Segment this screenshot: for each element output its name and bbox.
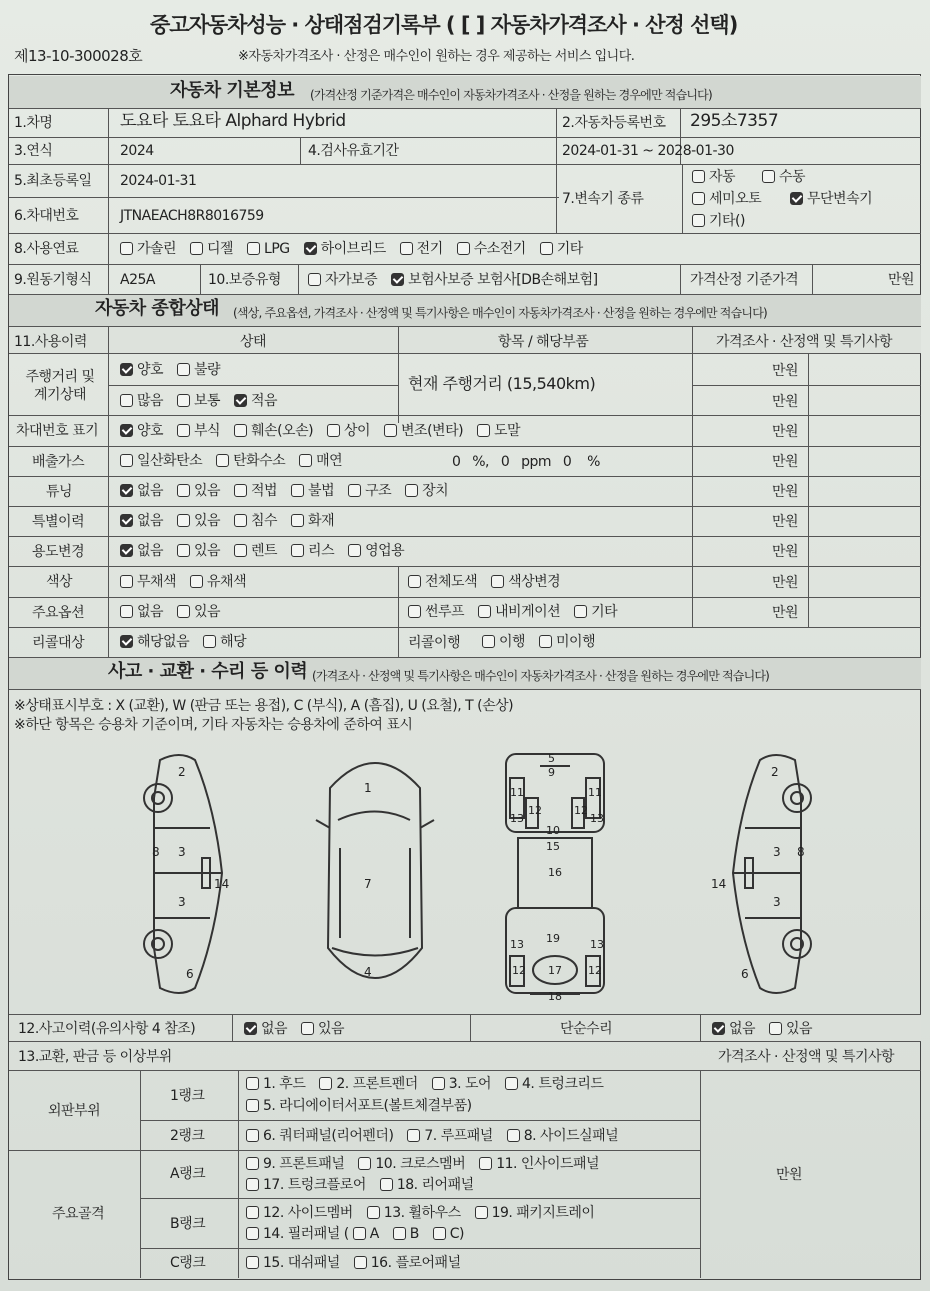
parts-price-label: 가격조사 · 산정액 및 특기사항: [718, 1049, 895, 1065]
fuel-opt-other[interactable]: 기타: [540, 241, 583, 257]
vinmark-opt-smeared[interactable]: 도말: [477, 423, 520, 439]
checkbox-icon: [234, 544, 247, 557]
parts-label: 13.교환, 판금 등 이상부위: [18, 1049, 172, 1065]
recall-exec-opt-done[interactable]: 이행: [482, 634, 525, 650]
part-6-label: 6: [741, 967, 749, 981]
part-door[interactable]: 3. 도어: [432, 1076, 491, 1092]
inspection-period-value: 2024-01-31 ~ 2028-01-30: [562, 143, 734, 159]
options-opt-none[interactable]: 없음: [120, 604, 163, 620]
mileage-opt-low[interactable]: 적음: [234, 393, 277, 409]
checkbox-icon: [246, 1157, 259, 1170]
checkbox-icon: [482, 635, 495, 648]
checked-checkbox-icon: [120, 424, 133, 437]
won-special: 만원: [772, 514, 799, 530]
checkbox-icon: [769, 1022, 782, 1035]
part-quarter-panel[interactable]: 6. 쿼터패널(리어펜더): [246, 1128, 393, 1144]
base-price-unit: 만원: [888, 272, 915, 288]
part-3-label: 3: [773, 895, 781, 909]
fuel-opt-lpg[interactable]: LPG: [247, 241, 290, 257]
checkbox-icon: [246, 1206, 259, 1219]
checkbox-icon: [177, 394, 190, 407]
accident-note: (가격조사 · 산정액 및 특기사항은 매수인이 자동차가격조사 · 산정을 원하는 경우에만 적습니다): [312, 669, 770, 683]
won-mileage-2: 만원: [772, 394, 799, 410]
won-vinmark: 만원: [772, 424, 799, 440]
part-inside-panel[interactable]: 11. 인사이드패널: [479, 1156, 599, 1172]
checked-checkbox-icon: [120, 363, 133, 376]
part-13-label: 13: [590, 938, 604, 951]
recall-opt-na[interactable]: 해당없음: [120, 634, 189, 650]
part-side-member[interactable]: 12. 사이드멤버: [246, 1205, 353, 1221]
checkbox-icon: [400, 242, 413, 255]
checkbox-icon: [507, 1129, 520, 1142]
first-reg-value: 2024-01-31: [120, 173, 197, 189]
checkbox-icon: [692, 192, 705, 205]
recall-label: 리콜대상: [32, 635, 85, 651]
col-usage: 11.사용이력: [14, 334, 87, 350]
part-dash-panel[interactable]: 15. 대쉬패널: [246, 1255, 340, 1271]
col-price: 가격조사 · 산정액 및 특기사항: [716, 334, 893, 350]
tuning-opt-structure[interactable]: 구조: [348, 483, 391, 499]
checkbox-icon: [432, 1077, 445, 1090]
checkbox-icon: [120, 605, 133, 618]
checkbox-icon: [247, 242, 260, 255]
service-notice: ※자동차가격조사 · 산정은 매수인이 원하는 경우 제공하는 서비스 입니다.: [238, 49, 635, 64]
checkbox-icon: [234, 514, 247, 527]
part-front-fender[interactable]: 2. 프론트펜더: [319, 1076, 417, 1092]
checkbox-icon: [353, 1227, 366, 1240]
checkbox-icon: [319, 1077, 332, 1090]
reg-no-value: 295소7357: [690, 111, 779, 131]
checkbox-icon: [393, 1227, 406, 1240]
checkbox-icon: [457, 242, 470, 255]
special-opt-fire[interactable]: 화재: [291, 513, 334, 529]
recall-opt-applicable[interactable]: 해당: [203, 634, 246, 650]
part-14-label: 14: [214, 877, 230, 891]
rank-a: A랭크: [170, 1166, 206, 1182]
transmission-label: 7.변속기 종류: [562, 191, 644, 207]
purpose-opt-yes[interactable]: 있음: [177, 543, 220, 559]
warranty-opt-self[interactable]: 자가보증: [308, 272, 377, 288]
year-label: 3.연식: [14, 143, 53, 159]
won-emission: 만원: [772, 454, 799, 470]
checkbox-icon: [433, 1227, 446, 1240]
trans-opt-cvt[interactable]: 무단변속기: [790, 190, 872, 208]
rank-1: 1랭크: [170, 1088, 205, 1104]
checked-checkbox-icon: [304, 242, 317, 255]
main-options-label: 주요옵션: [32, 605, 85, 621]
engine-label: 9.원동기형식: [14, 272, 92, 288]
checkbox-icon: [539, 635, 552, 648]
checkbox-icon: [177, 605, 190, 618]
purpose-opt-none[interactable]: 없음: [120, 543, 163, 559]
checkbox-icon: [234, 484, 247, 497]
checkbox-icon: [475, 1206, 488, 1219]
special-opt-none[interactable]: 없음: [120, 513, 163, 529]
part-rear-panel[interactable]: 18. 리어패널: [380, 1177, 474, 1193]
basic-info-header: 자동차 기본정보: [170, 80, 294, 101]
checkbox-icon: [692, 170, 705, 183]
pillar-b[interactable]: B: [393, 1226, 419, 1242]
part-8-label: 8: [152, 845, 160, 859]
fuel-opt-diesel[interactable]: 디젤: [190, 241, 233, 257]
checkbox-icon: [574, 605, 587, 618]
fuel-opt-hybrid[interactable]: 하이브리드: [304, 241, 386, 257]
fuel-opt-hydrogen[interactable]: 수소전기: [457, 241, 526, 257]
emission-opt-co[interactable]: 일산화탄소: [120, 453, 202, 469]
part-9-label: 9: [548, 766, 555, 779]
part-12-label: 12: [574, 804, 588, 817]
status-note: (색상, 주요옵션, 가격조사 · 산정액 및 특기사항은 매수인이 자동차가격조사 · 산정을 원하는 경우에만 적습니다): [233, 306, 767, 320]
purpose-opt-rent[interactable]: 렌트: [234, 543, 277, 559]
warranty-label: 10.보증유형: [208, 272, 281, 288]
checkbox-icon: [408, 605, 421, 618]
warranty-options: [308, 271, 608, 289]
part-2-label: 2: [771, 765, 779, 779]
options-opt-other[interactable]: 기타: [574, 604, 617, 620]
checkbox-icon: [380, 1178, 393, 1191]
purpose-opt-commercial[interactable]: 영업용: [348, 543, 404, 559]
fuel-opt-gasoline[interactable]: 가솔린: [120, 241, 176, 257]
part-trunk-floor[interactable]: 17. 트렁크플로어: [246, 1177, 366, 1193]
checkbox-icon: [246, 1077, 259, 1090]
part-side-sill[interactable]: 8. 사이드실패널: [507, 1128, 618, 1144]
car-side-right-diagram: [705, 748, 815, 1003]
checkbox-icon: [308, 273, 321, 286]
checkbox-icon: [291, 484, 304, 497]
part-4-label: 4: [364, 965, 372, 979]
main-frame-label: 주요골격: [52, 1206, 105, 1222]
checkbox-icon: [327, 424, 340, 437]
checkbox-icon[interactable]: [246, 1227, 259, 1240]
document-number: 제13-10-300028호: [14, 47, 143, 65]
trans-opt-semi[interactable]: 세미오토: [692, 190, 761, 208]
checkbox-icon: [479, 1157, 492, 1170]
checked-checkbox-icon: [244, 1022, 257, 1035]
checkbox-icon: [367, 1206, 380, 1219]
col-item: 항목 / 해당부품: [498, 334, 589, 350]
vin-mark-label: 차대번호 표기: [16, 423, 99, 439]
part-16-label: 16: [548, 866, 562, 879]
checkbox-icon: [354, 1256, 367, 1269]
tuning-opt-yes[interactable]: 있음: [177, 483, 220, 499]
purpose-opt-lease[interactable]: 리스: [291, 543, 334, 559]
fuel-options: [120, 240, 593, 258]
checkbox-icon: [384, 424, 397, 437]
part-floor-panel[interactable]: 16. 플로어패널: [354, 1255, 461, 1271]
purpose-change-label: 용도변경: [32, 544, 85, 560]
accident-header: 사고 · 교환 · 수리 등 이력: [108, 661, 308, 682]
part-15-label: 15: [546, 840, 560, 853]
part-wheel-house[interactable]: 13. 휠하우스: [367, 1205, 461, 1221]
checkbox-icon: [120, 394, 133, 407]
checkbox-icon: [177, 484, 190, 497]
engine-value: A25A: [120, 272, 155, 288]
mileage-opt-good[interactable]: 양호: [120, 362, 163, 378]
checkbox-icon: [120, 242, 133, 255]
checkbox-icon: [177, 544, 190, 557]
won-tuning: 만원: [772, 484, 799, 500]
part-1-label: 1: [364, 781, 372, 795]
color-opt-full-paint[interactable]: 전체도색: [408, 574, 477, 590]
color-opt-achromatic[interactable]: 무채색: [120, 574, 176, 590]
checkbox-icon: [190, 575, 203, 588]
accident-opt-none[interactable]: 없음: [244, 1021, 287, 1037]
checked-checkbox-icon: [120, 484, 133, 497]
part-11-label: 11: [510, 786, 524, 799]
part-18-label: 18: [548, 990, 562, 1003]
tuning-opt-legal[interactable]: 적법: [234, 483, 277, 499]
won-parts: 만원: [776, 1167, 803, 1183]
tuning-opt-illegal[interactable]: 불법: [291, 483, 334, 499]
simple-repair-label: 단순수리: [560, 1021, 613, 1037]
part-14-label: 14: [711, 877, 727, 891]
legend-codes: ※상태표시부호 : X (교환), W (판금 또는 용접), C (부식), A (흠집), U (요철), T (손상): [14, 698, 514, 714]
checkbox-icon: [477, 424, 490, 437]
accident-opt-yes[interactable]: 있음: [301, 1021, 344, 1037]
options-opt-sunroof[interactable]: 썬루프: [408, 604, 464, 620]
part-13-label: 13: [510, 812, 524, 825]
emission-opt-smoke[interactable]: 매연: [299, 453, 342, 469]
checkbox-icon: [358, 1157, 371, 1170]
part-12-label: 12: [512, 964, 526, 977]
special-opt-yes[interactable]: 있음: [177, 513, 220, 529]
vinmark-opt-corrosion[interactable]: 부식: [177, 423, 220, 439]
rank-b: B랭크: [170, 1216, 206, 1232]
checkbox-icon: [407, 1129, 420, 1142]
checkbox-icon: [291, 514, 304, 527]
car-name-value: 도요타 토요타 Alphard Hybrid: [120, 111, 346, 131]
emission-opt-hc[interactable]: 탄화수소: [216, 453, 285, 469]
part-cross-member[interactable]: 10. 크로스멤버: [358, 1156, 465, 1172]
checkbox-icon: [291, 544, 304, 557]
car-frame-diagram: [500, 748, 610, 1003]
checked-checkbox-icon: [120, 514, 133, 527]
inspection-period-label: 4.검사유효기간: [308, 143, 399, 159]
color-opt-color-change[interactable]: 색상변경: [491, 574, 560, 590]
mileage-label: 주행거리 및 계기상태: [25, 369, 95, 403]
checkbox-icon: [216, 454, 229, 467]
part-package-tray[interactable]: 19. 패키지트레이: [475, 1205, 595, 1221]
pillar-panel-label: 14. 필러패널 (: [263, 1226, 349, 1242]
checked-checkbox-icon: [391, 273, 404, 286]
mileage-opt-many[interactable]: 많음: [120, 393, 163, 409]
part-3-label: 3: [773, 845, 781, 859]
tuning-label: 튜닝: [46, 484, 73, 500]
checkbox-icon: [177, 424, 190, 437]
checkbox-icon: [301, 1022, 314, 1035]
trans-opt-other[interactable]: 기타(): [692, 212, 745, 230]
checked-checkbox-icon: [234, 394, 247, 407]
won-color: 만원: [772, 575, 799, 591]
part-roof-panel[interactable]: 7. 루프패널: [407, 1128, 492, 1144]
car-side-left-diagram: [140, 748, 250, 1003]
checked-checkbox-icon: [790, 192, 803, 205]
part-11-label: 11: [588, 786, 602, 799]
color-opt-chromatic[interactable]: 유채색: [190, 574, 246, 590]
checkbox-icon: [246, 1099, 259, 1112]
simple-opt-none[interactable]: 없음: [712, 1021, 755, 1037]
legend-note: ※하단 항목은 승용차 기준이며, 기타 자동차는 승용차에 준하여 표시: [14, 717, 413, 733]
checkbox-icon: [762, 170, 775, 183]
special-opt-flood[interactable]: 침수: [234, 513, 277, 529]
pillar-c[interactable]: C): [433, 1226, 464, 1242]
checked-checkbox-icon: [712, 1022, 725, 1035]
col-state: 상태: [240, 334, 267, 350]
current-mileage: 현재 주행거리 (15,540km): [408, 374, 596, 393]
part-12-label: 12: [528, 804, 542, 817]
checkbox-icon: [246, 1178, 259, 1191]
checkbox-icon: [246, 1129, 259, 1142]
checkbox-icon: [348, 484, 361, 497]
part-front-panel[interactable]: 9. 프론트패널: [246, 1156, 344, 1172]
options-opt-navigation[interactable]: 내비게이션: [478, 604, 560, 620]
outer-panel-label: 외판부위: [48, 1103, 101, 1119]
part-3-label: 3: [178, 845, 186, 859]
vinmark-opt-good[interactable]: 양호: [120, 423, 163, 439]
part-5-label: 5: [548, 752, 555, 765]
won-mileage-1: 만원: [772, 363, 799, 379]
part-12-label: 12: [588, 964, 602, 977]
checkbox-icon: [177, 514, 190, 527]
part-13-label: 13: [590, 812, 604, 825]
rank-2: 2랭크: [170, 1128, 205, 1144]
simple-opt-yes[interactable]: 있음: [769, 1021, 812, 1037]
vin-value: JTNAEACH8R8016759: [120, 208, 264, 224]
fuel-label: 8.사용연료: [14, 241, 79, 257]
vin-label: 6.차대번호: [14, 208, 79, 224]
part-7-label: 7: [364, 877, 372, 891]
part-8-label: 8: [797, 845, 805, 859]
checkbox-icon: [120, 454, 133, 467]
part-19-label: 19: [546, 932, 560, 945]
basic-info-note: (가격산정 기준가격은 매수인이 자동차가격조사 · 산정을 원하는 경우에만 적습니다): [310, 88, 712, 102]
part-13-label: 13: [510, 938, 524, 951]
checked-checkbox-icon: [120, 635, 133, 648]
year-value: 2024: [120, 143, 154, 159]
pillar-a[interactable]: A: [353, 1226, 379, 1242]
base-price-label: 가격산정 기준가격: [690, 272, 799, 288]
recall-exec-opt-not-done[interactable]: 미이행: [539, 634, 595, 650]
vinmark-opt-altered[interactable]: 변조(변타): [384, 423, 463, 439]
checkbox-icon: [246, 1256, 259, 1269]
checkbox-icon: [408, 575, 421, 588]
mileage-opt-normal[interactable]: 보통: [177, 393, 220, 409]
fuel-opt-electric[interactable]: 전기: [400, 241, 443, 257]
trans-opt-manual[interactable]: 수동: [762, 168, 805, 186]
vinmark-opt-damaged[interactable]: 훼손(오손): [234, 423, 313, 439]
tuning-opt-none[interactable]: 없음: [120, 483, 163, 499]
part-17-label: 17: [548, 964, 562, 977]
checkbox-icon: [505, 1077, 518, 1090]
recall-exec-label: 리콜이행: [408, 635, 461, 651]
checkbox-icon: [540, 242, 553, 255]
checkbox-icon: [299, 454, 312, 467]
checkbox-icon: [692, 214, 705, 227]
checkbox-icon: [120, 575, 133, 588]
emission-values: 0 %, 0 ppm 0 %: [452, 454, 600, 470]
vinmark-opt-different[interactable]: 상이: [327, 423, 370, 439]
part-6-label: 6: [186, 967, 194, 981]
reg-no-label: 2.자동차등록번호: [562, 115, 666, 131]
first-reg-label: 5.최초등록일: [14, 173, 92, 189]
trans-opt-auto[interactable]: 자동: [692, 168, 735, 186]
document-title: 중고자동차성능 · 상태점검기록부 ( [ ] 자동차가격조사 · 산정 선택): [150, 13, 738, 37]
status-header: 자동차 종합상태: [95, 298, 219, 319]
checked-checkbox-icon: [120, 544, 133, 557]
won-options: 만원: [772, 605, 799, 621]
part-10-label: 10: [546, 824, 560, 837]
part-trunk-lid[interactable]: 4. 트렁크리드: [505, 1076, 603, 1092]
special-history-label: 특별이력: [32, 514, 85, 530]
rank-c: C랭크: [170, 1255, 206, 1271]
tuning-opt-device[interactable]: 장치: [405, 483, 448, 499]
car-name-label: 1.차명: [14, 115, 53, 131]
part-radiator-support[interactable]: 5. 라디에이터서포트(볼트체결부품): [246, 1098, 472, 1114]
warranty-opt-insurer[interactable]: 보험사보증 보험사[DB손해보험]: [391, 272, 598, 288]
checkbox-icon: [190, 242, 203, 255]
accident-history-label: 12.사고이력(유의사항 4 참조): [18, 1021, 196, 1037]
part-2-label: 2: [178, 765, 186, 779]
checkbox-icon: [491, 575, 504, 588]
options-opt-yes[interactable]: 있음: [177, 604, 220, 620]
checkbox-icon: [405, 484, 418, 497]
color-label: 색상: [46, 574, 73, 590]
emission-label: 배출가스: [32, 454, 85, 470]
checkbox-icon: [478, 605, 491, 618]
checkbox-icon: [348, 544, 361, 557]
checkbox-icon: [203, 635, 216, 648]
mileage-opt-bad[interactable]: 불량: [177, 362, 220, 378]
checkbox-icon: [177, 363, 190, 376]
won-purpose: 만원: [772, 544, 799, 560]
checkbox-icon: [234, 424, 247, 437]
car-top-diagram: [310, 748, 440, 1003]
part-3-label: 3: [178, 895, 186, 909]
part-hood[interactable]: 1. 후드: [246, 1076, 305, 1092]
